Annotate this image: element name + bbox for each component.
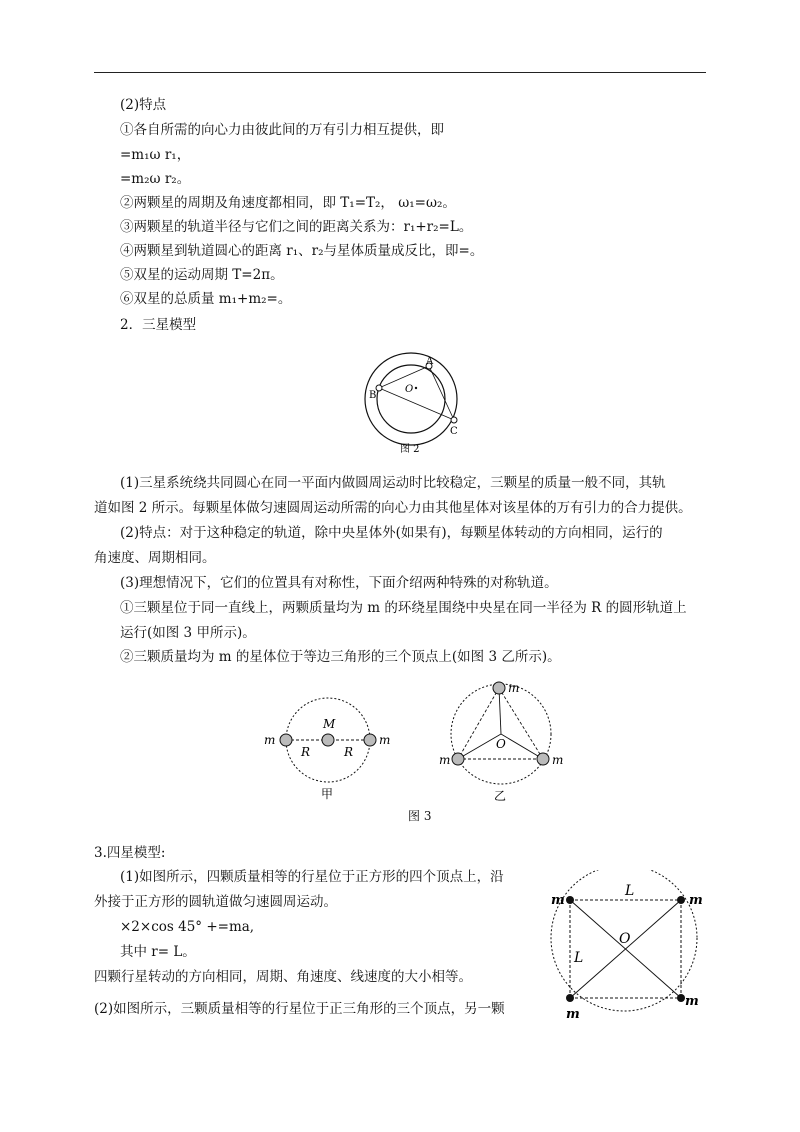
point1-eq1: =m₁ω r₁，: [120, 147, 191, 163]
star-top-left: [566, 896, 574, 904]
label-m-left: m: [439, 753, 451, 767]
label-R2: R: [344, 745, 354, 759]
point1-eq2: =m₂ω r₂。: [120, 171, 191, 187]
label-m-tr: m: [689, 893, 703, 908]
label-m-left: m: [264, 733, 276, 747]
star-top: [493, 682, 505, 694]
figure-2-three-star-orbits: [360, 348, 470, 460]
label-m-bl: m: [566, 1007, 580, 1022]
star-m-left: [280, 734, 292, 746]
label-m-right: m: [379, 733, 391, 747]
star-m-right: [364, 734, 376, 746]
four-star-title: 3.四星模型:: [94, 845, 166, 861]
figure-2-caption: 图 2: [400, 444, 420, 455]
star-c: [451, 417, 457, 423]
point3: ③两颗星的轨道半径与它们之间的距离关系为：r₁+r₂=L。: [120, 219, 473, 235]
three-star-p3: (3)理想情况下，它们的位置具有对称性，下面介绍两种特殊的对称轨道。: [120, 575, 558, 591]
label-m-tl: m: [551, 893, 565, 908]
label-m-top: m: [508, 681, 520, 695]
label-L-left: L: [574, 950, 584, 966]
label-R1: R: [301, 745, 311, 759]
point6: ⑥双星的总质量 m₁+m₂=。: [120, 291, 292, 307]
figure-3-yi: [434, 676, 574, 806]
yi-caption: 乙: [494, 789, 507, 803]
jia-caption: 甲: [321, 787, 334, 800]
point2: ②两颗星的周期及角速度都相同，即 T₁=T₂， ω₁=ω₂。: [120, 195, 456, 211]
case2: ②三颗质量均为 m 的星体位于等边三角形的三个顶点上(如图 3 乙所示)。: [120, 649, 561, 665]
label-m-right: m: [552, 753, 564, 767]
three-star-p1-line1: (1)三星系统绕共同圆心在同一平面内做圆周运动时比较稳定，三颗星的质量一般不同，其轨: [120, 475, 666, 491]
star-top-right: [677, 896, 685, 904]
figure-3-caption: 图 3: [408, 809, 432, 823]
four-star-p2: (2)如图所示，三颗质量相等的行星位于正三角形的三个顶点，另一颗: [94, 1001, 505, 1017]
case1-line1: ①三颗星位于同一直线上，两颗质量均为 m 的环绕星围绕中央星在同一半径为 R 的圆形轨道上: [120, 600, 687, 616]
label-a: A: [426, 356, 434, 367]
label-O: O: [496, 737, 506, 751]
case1-line2: 运行(如图 3 甲所示)。: [120, 625, 256, 641]
point5: ⑤双星的运动周期 T=2π。: [120, 267, 284, 283]
header-rule: [94, 72, 706, 73]
label-m-br: m: [685, 994, 699, 1009]
three-star-title: 2．三星模型: [120, 317, 197, 333]
four-star-p1-line2: 外接于正方形的圆轨道做匀速圆周运动。: [94, 894, 337, 910]
four-star-eq: ×2×cos 45° +=ma,: [120, 919, 255, 935]
figure-3-jia: [258, 690, 408, 800]
label-c: C: [450, 426, 458, 437]
three-star-p2-line2: 角速度、周期相同。: [94, 550, 216, 566]
label-O: O: [619, 931, 631, 947]
four-star-where: 其中 r= L。: [120, 944, 196, 960]
star-right: [537, 753, 549, 765]
three-star-p1-line2: 道如图 2 所示。每颗星体做匀速圆周运动所需的向心力由其他星体对该星体的万有引力的合力提供。: [94, 500, 692, 516]
star-bottom-right: [677, 994, 685, 1002]
label-o: O: [405, 384, 414, 395]
label-M: M: [323, 717, 336, 731]
features-heading: (2)特点: [120, 97, 167, 113]
figure-four-star-square: [548, 870, 708, 1025]
star-b: [376, 385, 382, 391]
four-star-summary: 四颗行星转动的方向相同，周期、角速度、线速度的大小相等。: [94, 969, 472, 985]
four-star-p1-line1: (1)如图所示，四颗质量相等的行星位于正方形的四个顶点上，沿: [120, 869, 504, 885]
star-bottom-left: [566, 994, 574, 1002]
point1-intro: ①各自所需的向心力由彼此间的万有引力相互提供，即: [120, 122, 444, 138]
point4: ④两颗星到轨道圆心的距离 r₁、r₂与星体质量成反比，即=。: [120, 243, 484, 259]
star-M-center: [322, 734, 334, 746]
label-L-top: L: [625, 883, 635, 899]
label-b: B: [369, 390, 377, 401]
three-star-p2-line1: (2)特点：对于这种稳定的轨道，除中央星体外(如果有)，每颗星体转动的方向相同，运行的: [120, 525, 663, 541]
star-left: [452, 753, 464, 765]
